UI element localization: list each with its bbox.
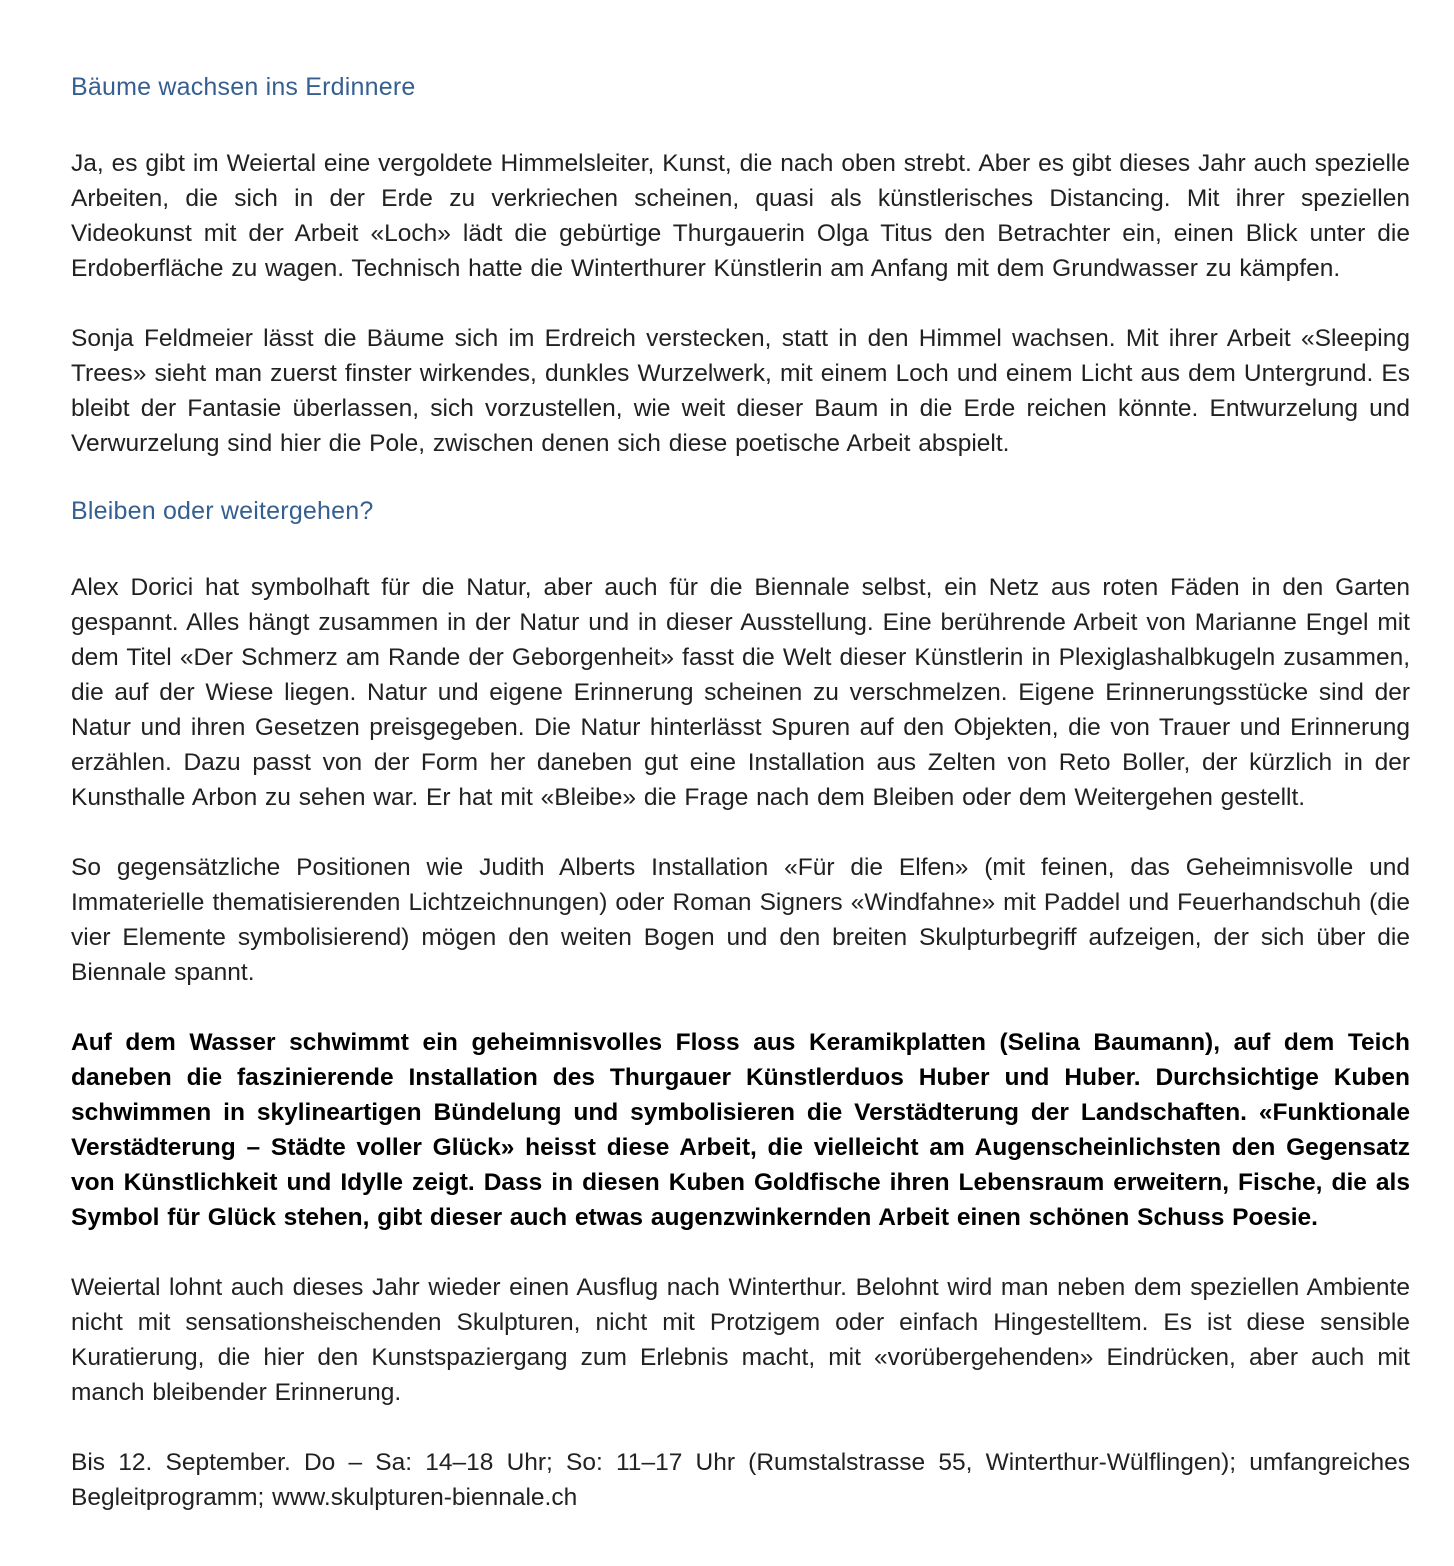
paragraph-judith-alberts: So gegensätzliche Positionen wie Judith Alberts Installation «Für die Elfen» (mit feinen, das Geheimnisvolle und Immaterielle thematisierenden Lichtzeichnungen) oder Roman Signers «Windfahne» mit Paddel und Feuerhandschuh (die vier Elemente symbolisierend) mögen den weiten Bogen und den breiten Skulpturbegriff aufzeigen, der sich über die Biennale spannt. bbox=[71, 854, 1410, 986]
paragraph-olga-titus: Ja, es gibt im Weiertal eine vergoldete Himmelsleiter, Kunst, die nach oben strebt. Aber es gibt dieses Jahr auch spezielle Arbeiten, die sich in der Erde zu verkriechen scheinen, quasi als künstlerisches Distancing. Mit ihrer speziellen Videokunst mit der Arbeit «Loch» lädt die gebürtige Thurgauerin Olga Titus den Betrachter ein, einen Blick unter die Erdoberfläche zu wagen. Technisch hatte die Winterthurer Künstlerin am Anfang mit dem Grundwasser zu kämpfen. bbox=[71, 150, 1410, 282]
section-heading-bleiben-weitergehen: Bleiben oder weitergehen? bbox=[71, 497, 374, 525]
paragraph-huber-und-huber-bold: Auf dem Wasser schwimmt ein geheimnisvolles Floss aus Keramikplatten (Selina Baumann), auf dem Teich daneben die faszinierende Installation des Thurgauer Künstlerduos Huber und Huber. Durchsichtige Kuben schwimmen in skylineartigen Bündelung und symbolisieren die Verstädterung der Landschaften. «Funktionale Verstädterung – Städte voller Glück» heisst diese Arbeit, die vielleicht am Augenscheinlichsten den Gegensatz von Künstlichkeit und Idylle zeigt. Dass in diesen Kuben Goldfische ihren Lebensraum erweitern, Fische, die als Symbol für Glück stehen, gibt dieser auch etwas augenzwinkernden Arbeit einen schönen Schuss Poesie. bbox=[71, 1029, 1410, 1231]
paragraph-oeffnungszeiten-info: Bis 12. September. Do – Sa: 14–18 Uhr; So: 11–17 Uhr (Rumstalstrasse 55, Winterthur-Wülflingen); umfangreiches Begleitprogramm; www.skulpturen-biennale.ch bbox=[71, 1449, 1410, 1511]
paragraph-alex-dorici: Alex Dorici hat symbolhaft für die Natur, aber auch für die Biennale selbst, ein Netz aus roten Fäden in den Garten gespannt. Alles hängt zusammen in der Natur und in dieser Ausstellung. Eine berührende Arbeit von Marianne Engel mit dem Titel «Der Schmerz am Rande der Geborgenheit» fasst die Welt dieser Künstlerin in Plexiglashalbkugeln zusammen, die auf der Wiese liegen. Natur und eigene Erinnerung scheinen zu verschmelzen. Eigene Erinnerungsstücke sind der Natur und ihren Gesetzen preisgegeben. Die Natur hinterlässt Spuren auf den Objekten, die von Trauer und Erinnerung erzählen. Dazu passt von der Form her daneben gut eine Installation aus Zelten von Reto Boller, der kürzlich in der Kunsthalle Arbon zu sehen war. Er hat mit «Bleibe» die Frage nach dem Bleiben oder dem Weitergehen gestellt. bbox=[71, 574, 1410, 811]
paragraph-weiertal-fazit: Weiertal lohnt auch dieses Jahr wieder einen Ausflug nach Winterthur. Belohnt wird man neben dem speziellen Ambiente nicht mit sensationsheischenden Skulpturen, nicht mit Protzigem oder einfach Hingestelltem. Es ist diese sensible Kuratierung, die hier den Kunstspaziergang zum Erlebnis macht, mit «vorübergehenden» Eindrücken, aber auch mit manch bleibender Erinnerung. bbox=[71, 1274, 1410, 1406]
section-heading-baeume-wachsen: Bäume wachsen ins Erdinnere bbox=[71, 73, 416, 101]
paragraph-sonja-feldmeier: Sonja Feldmeier lässt die Bäume sich im Erdreich verstecken, statt in den Himmel wachsen. Mit ihrer Arbeit «Sleeping Trees» sieht man zuerst finster wirkendes, dunkles Wurzelwerk, mit einem Loch und einem Licht aus dem Untergrund. Es bleibt der Fantasie überlassen, sich vorzustellen, wie weit dieser Baum in die Erde reichen könnte. Entwurzelung und Verwurzelung sind hier die Pole, zwischen denen sich diese poetische Arbeit abspielt. bbox=[71, 325, 1410, 457]
